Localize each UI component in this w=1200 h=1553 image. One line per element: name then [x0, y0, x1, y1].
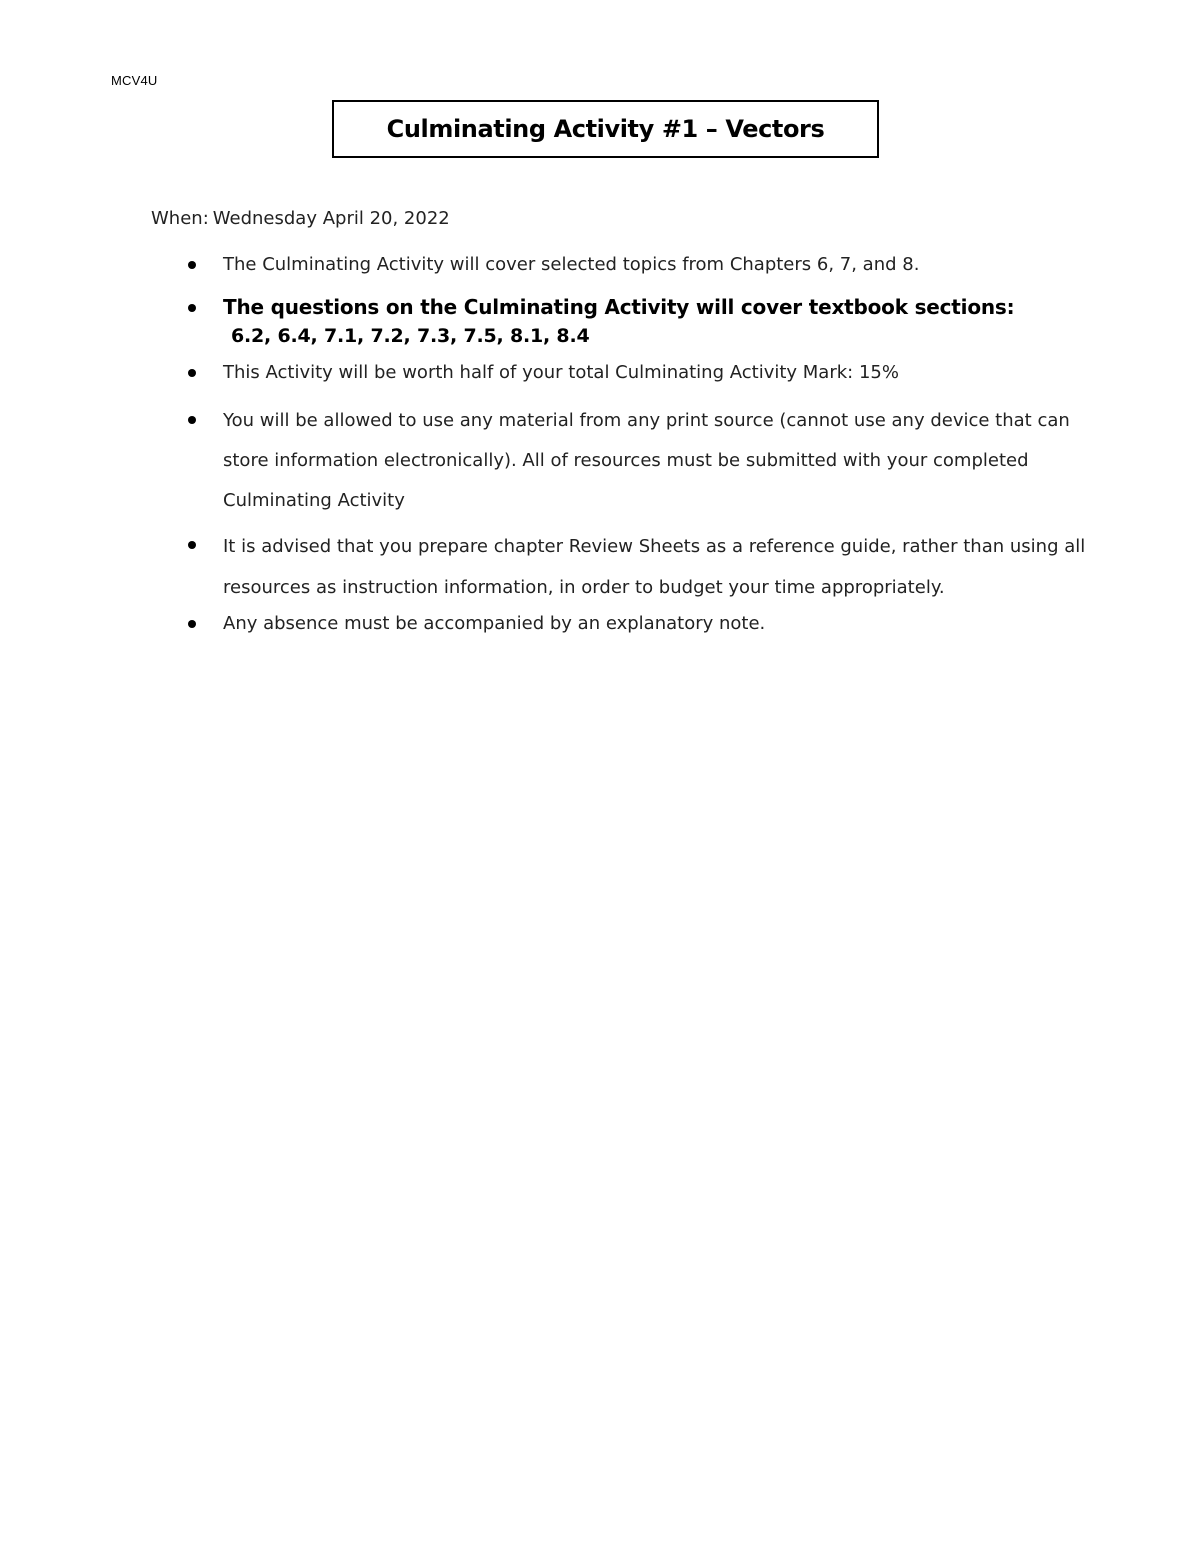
bullet-text: The questions on the Culminating Activity will cover textbook sections:	[223, 295, 1015, 319]
document-title: Culminating Activity #1 – Vectors	[386, 115, 825, 143]
when-date: Wednesday April 20, 2022	[212, 208, 450, 229]
bullet-icon	[188, 416, 196, 424]
textbook-sections-list: 6.2, 6.4, 7.1, 7.2, 7.3, 7.5, 8.1, 8.4	[231, 325, 590, 347]
bullet-text: This Activity will be worth half of your total Culminating Activity Mark: 15%	[223, 362, 899, 383]
bullet-worth	[186, 359, 1106, 401]
when-label: When:	[151, 208, 209, 229]
bullet-text: You will be allowed to use any material from any print source (cannot use any device that can store information electronically). All of resources must be submitted with your completed Culminating Activity	[223, 410, 1070, 511]
title-box	[332, 100, 879, 158]
bullet-materials	[186, 401, 1106, 526]
info-bullet-list	[186, 251, 1106, 637]
bullet-sections	[186, 292, 1106, 359]
bullet-icon	[188, 369, 196, 377]
when-row	[151, 208, 450, 229]
bullet-text: The Culminating Activity will cover selected topics from Chapters 6, 7, and 8.	[223, 254, 920, 275]
bullet-text: Any absence must be accompanied by an explanatory note.	[223, 613, 766, 634]
bullet-absence	[186, 610, 1106, 637]
bullet-icon	[188, 261, 196, 269]
course-code: MCV4U	[111, 73, 158, 88]
bullet-icon	[188, 304, 196, 312]
bullet-chapters	[186, 251, 1106, 292]
bullet-icon	[188, 620, 196, 628]
bullet-icon	[188, 541, 196, 549]
bullet-text: It is advised that you prepare chapter Review Sheets as a reference guide, rather than using all resources as instruction information, in order to budget your time appropriately.	[223, 536, 1086, 598]
bullet-review-sheets	[186, 526, 1106, 610]
